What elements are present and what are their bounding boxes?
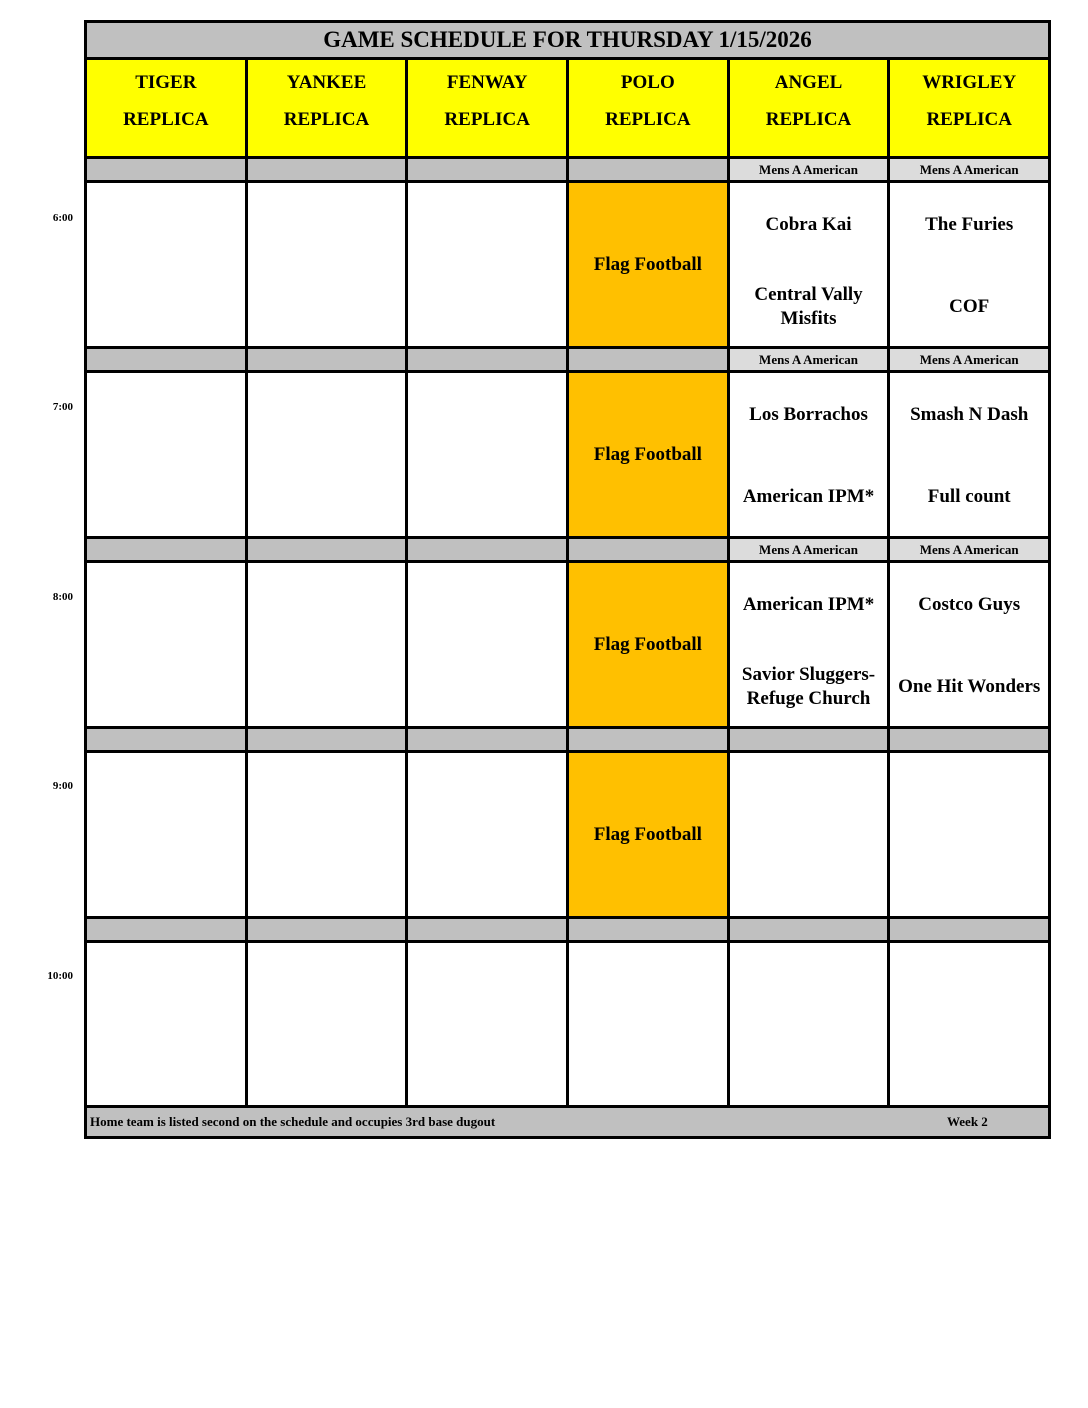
home-team: Full count [927,486,1011,507]
division-cell [87,729,248,750]
game-slot [890,183,1048,346]
empty-slot [248,943,409,1105]
week-label: Week 2 [947,1114,988,1129]
game-slot [730,373,891,536]
division-row [87,539,1048,563]
division-cell [569,349,730,370]
field-name: FENWAY [446,72,528,93]
empty-slot [890,943,1048,1105]
division-cell [408,729,569,750]
empty-slot [408,373,569,536]
division-row [87,349,1048,373]
division-cell [248,159,409,180]
flag-football-slot: Flag Football [569,563,730,726]
division-cell [87,349,248,370]
field-name: ANGEL [774,72,843,93]
footer-row [87,1108,1048,1136]
division-cell [569,539,730,560]
division-row [87,159,1048,183]
schedule-table [84,20,1051,1139]
division-cell: Mens A American [730,539,891,560]
time-label: 10:00 [47,970,73,982]
empty-slot [408,183,569,346]
division-cell [248,729,409,750]
home-team: Central Vally Misfits [754,284,863,329]
division-cell [569,729,730,750]
division-cell [408,349,569,370]
division-cell [569,919,730,940]
time-label: 7:00 [52,401,73,413]
time-slot-row [87,373,1048,539]
time-slot-row [87,943,1048,1108]
field-name: TIGER [135,72,197,93]
away-team: Cobra Kai [765,214,852,235]
home-team: One Hit Wonders [898,676,1041,697]
empty-slot [87,183,248,346]
home-team-note: Home team is listed second on the schedule and occupies 3rd base dugout [90,1114,496,1129]
away-team: Costco Guys [918,594,1021,615]
game-slot [730,563,891,726]
division-cell [890,919,1048,940]
empty-slot [248,753,409,916]
empty-slot [890,753,1048,916]
field-header-tiger [87,60,248,156]
field-sub: REPLICA [123,109,209,130]
field-header-polo [569,60,730,156]
division-cell [730,729,891,750]
division-cell [248,919,409,940]
division-cell: Mens A American [890,539,1048,560]
empty-slot [248,563,409,726]
empty-slot [87,563,248,726]
schedule-title: GAME SCHEDULE FOR THURSDAY 1/15/2026 [87,23,1048,60]
time-label: 8:00 [52,591,73,603]
time-label: 9:00 [52,780,73,792]
away-team: Los Borrachos [749,404,868,425]
division-cell [408,539,569,560]
field-sub: REPLICA [444,109,530,130]
field-name: WRIGLEY [922,72,1017,93]
time-slot-row [87,183,1048,349]
field-header-angel [730,60,891,156]
empty-slot [730,943,891,1105]
empty-slot [569,943,730,1105]
empty-slot [87,943,248,1105]
game-slot [890,373,1048,536]
empty-slot [408,943,569,1105]
away-team: American IPM* [742,594,875,615]
home-team: Savior Sluggers-Refuge Church [741,664,876,709]
home-team: COF [949,296,990,317]
time-slot-row [87,753,1048,919]
division-cell [730,919,891,940]
field-sub: REPLICA [765,109,852,130]
division-cell [87,159,248,180]
game-slot [890,563,1048,726]
flag-football-slot: Flag Football [569,183,730,346]
division-cell [87,539,248,560]
empty-slot [408,563,569,726]
division-cell [248,539,409,560]
empty-slot [87,753,248,916]
away-team: Smash N Dash [910,404,1029,425]
field-sub: REPLICA [926,109,1012,130]
division-cell [248,349,409,370]
division-cell: Mens A American [730,349,891,370]
division-row [87,919,1048,943]
empty-slot [87,373,248,536]
division-cell: Mens A American [730,159,891,180]
field-header-wrigley [890,60,1048,156]
away-team: The Furies [925,214,1014,235]
field-header-yankee [248,60,409,156]
division-cell: Mens A American [890,159,1048,180]
division-cell: Mens A American [890,349,1048,370]
field-sub: REPLICA [605,109,691,130]
field-sub: REPLICA [283,109,370,130]
flag-football-slot: Flag Football [569,373,730,536]
division-cell [408,919,569,940]
home-team: American IPM* [742,486,875,507]
division-cell [890,729,1048,750]
field-header-fenway [408,60,569,156]
field-name: YANKEE [286,72,367,93]
field-header-row [87,60,1048,159]
time-label: 6:00 [52,212,73,224]
division-cell [408,159,569,180]
empty-slot [248,183,409,346]
time-slot-row [87,563,1048,729]
division-cell [87,919,248,940]
empty-slot [248,373,409,536]
field-name: POLO [620,72,675,93]
empty-slot [730,753,891,916]
empty-slot [408,753,569,916]
division-cell [569,159,730,180]
game-slot [730,183,891,346]
flag-football-slot: Flag Football [569,753,730,916]
division-row [87,729,1048,753]
